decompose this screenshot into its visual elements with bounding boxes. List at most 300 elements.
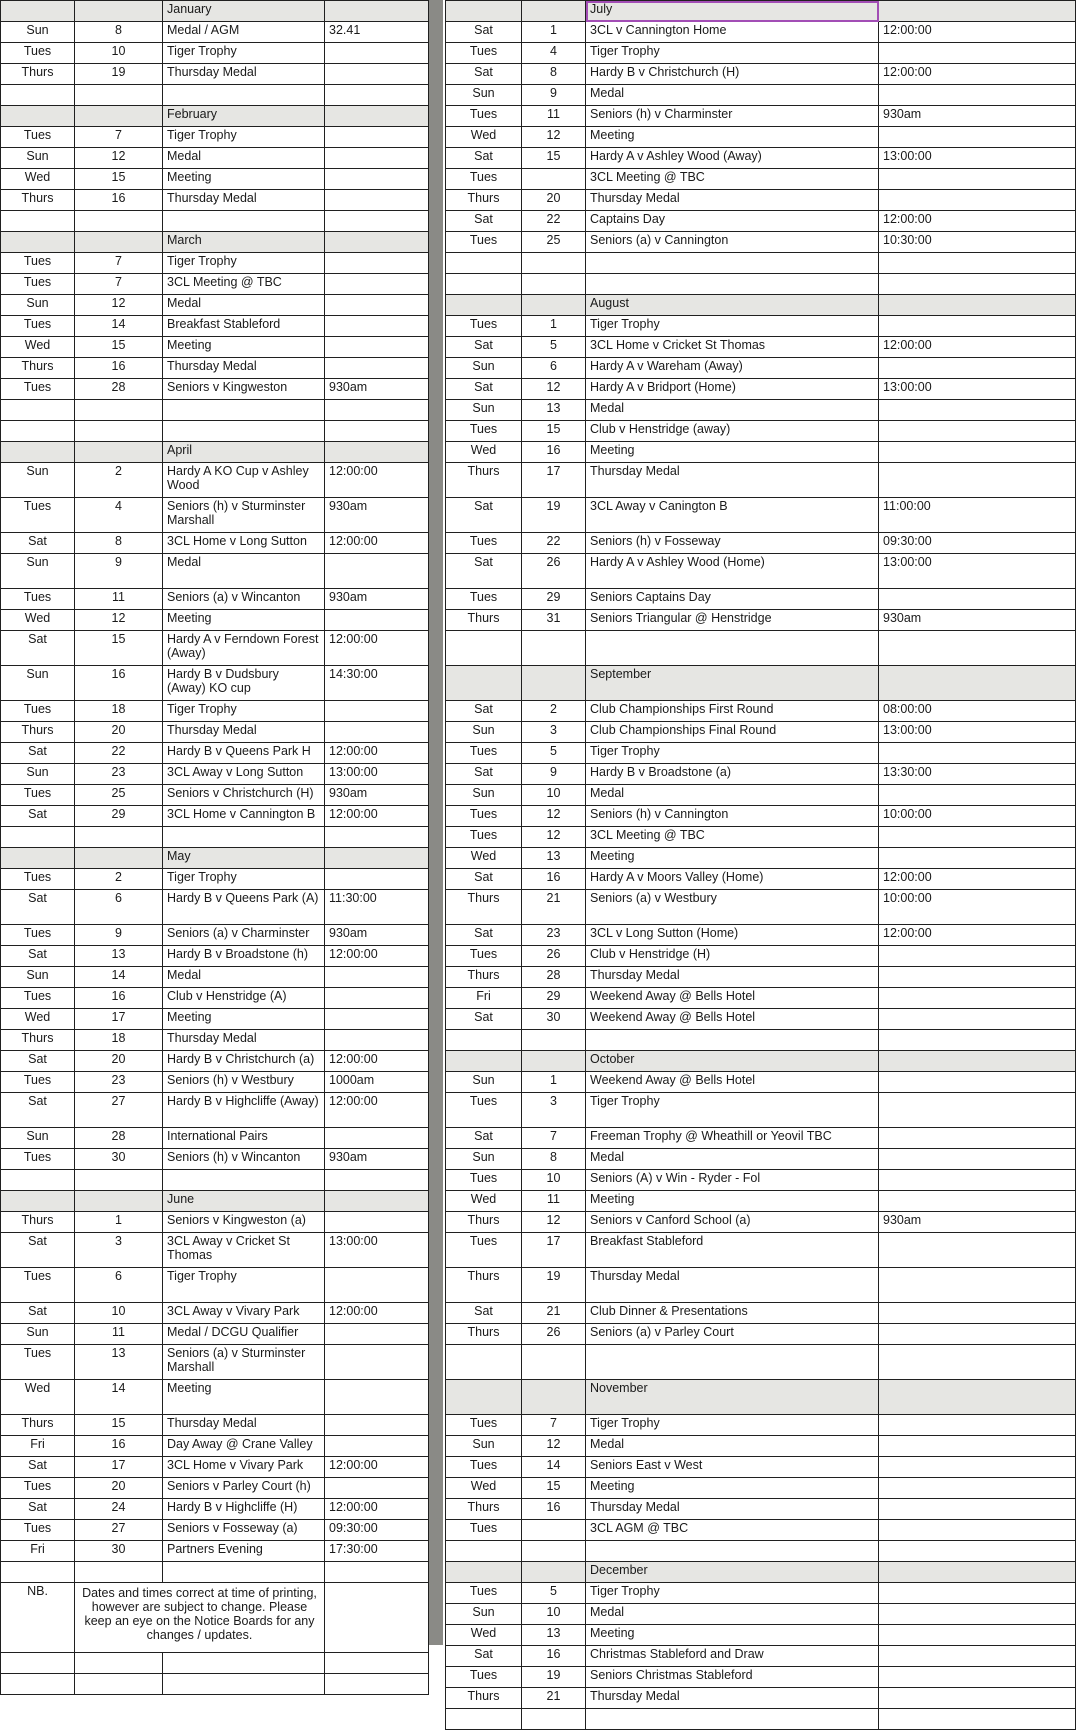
fixture-row — [1, 253, 429, 274]
fixture-time — [325, 295, 429, 316]
blank-cell — [1, 827, 75, 848]
fixture-day: Wed — [1, 610, 75, 631]
month-date-cell — [75, 442, 163, 463]
fixture-time: 930am — [325, 1149, 429, 1170]
fixture-date: 5 — [522, 1583, 586, 1604]
blank-row — [446, 1541, 1076, 1562]
fixture-time: 12:00:00 — [879, 211, 1076, 232]
fixture-time — [879, 848, 1076, 869]
blank-cell — [75, 400, 163, 421]
fixture-day: Wed — [1, 1380, 75, 1415]
blank-cell — [1, 211, 75, 232]
fixture-day: Tues — [446, 316, 522, 337]
fixture-date: 6 — [522, 358, 586, 379]
right-fixtures-body — [446, 1, 1076, 1730]
fixture-event: 3CL Meeting @ TBC — [586, 827, 879, 848]
fixture-row — [446, 1149, 1076, 1170]
fixture-event: Seniors (a) v Charminster — [163, 925, 325, 946]
fixture-row — [446, 148, 1076, 169]
fixture-date: 28 — [75, 379, 163, 400]
fixture-date: 12 — [522, 379, 586, 400]
fixture-event: Meeting — [163, 610, 325, 631]
fixture-event: Meeting — [586, 1478, 879, 1499]
fixture-row — [446, 1324, 1076, 1345]
fixture-event: Hardy A v Wareham (Away) — [586, 358, 879, 379]
fixture-row — [1, 869, 429, 890]
fixture-row — [446, 1303, 1076, 1324]
fixture-date: 5 — [522, 743, 586, 764]
blank-cell — [75, 1674, 163, 1695]
blank-row — [446, 1709, 1076, 1730]
fixture-row — [446, 1625, 1076, 1646]
fixture-row — [1, 190, 429, 211]
fixture-event: 3CL Home v Cricket St Thomas — [586, 337, 879, 358]
fixture-row — [1, 946, 429, 967]
fixture-date: 6 — [75, 1268, 163, 1303]
fixture-event: Thursday Medal — [586, 1688, 879, 1709]
month-header-row — [1, 1191, 429, 1212]
fixture-time: 12:00:00 — [879, 22, 1076, 43]
blank-cell — [522, 1541, 586, 1562]
month-day-cell — [446, 1562, 522, 1583]
fixture-event: Hardy B v Christchurch (H) — [586, 64, 879, 85]
fixture-date: 19 — [522, 498, 586, 533]
fixture-time: 930am — [325, 589, 429, 610]
fixture-time: 12:00:00 — [325, 1457, 429, 1478]
fixture-day: Sat — [1, 1457, 75, 1478]
fixture-event: Medal — [586, 1436, 879, 1457]
month-header-row — [446, 666, 1076, 701]
blank-cell — [75, 1170, 163, 1191]
fixture-row — [1, 1128, 429, 1149]
fixture-day: Tues — [446, 1667, 522, 1688]
fixture-event: Seniors Christmas Stableford — [586, 1667, 879, 1688]
fixture-time — [325, 190, 429, 211]
fixture-time — [879, 316, 1076, 337]
fixture-time — [325, 127, 429, 148]
fixture-day: Tues — [446, 169, 522, 190]
fixture-date: 29 — [75, 806, 163, 827]
blank-cell — [446, 274, 522, 295]
fixture-day: Sun — [1, 764, 75, 785]
blank-cell — [163, 1170, 325, 1191]
fixture-event: Partners Evening — [163, 1541, 325, 1562]
fixture-date: 8 — [75, 533, 163, 554]
fixture-day: Thurs — [1, 1030, 75, 1051]
fixture-time — [879, 169, 1076, 190]
fixture-date: 25 — [522, 232, 586, 253]
month-time-cell — [879, 666, 1076, 701]
month-header-row — [446, 1051, 1076, 1072]
fixture-date: 16 — [75, 1436, 163, 1457]
blank-row — [1, 827, 429, 848]
fixture-event: Medal — [163, 554, 325, 589]
fixture-row — [446, 400, 1076, 421]
month-time-cell — [325, 442, 429, 463]
left-fixtures-table — [0, 0, 429, 1695]
month-time-cell — [325, 1191, 429, 1212]
fixture-day: Tues — [446, 743, 522, 764]
blank-row — [1, 1170, 429, 1191]
fixture-day: Tues — [446, 106, 522, 127]
fixture-row — [1, 295, 429, 316]
fixture-event: 3CL v Long Sutton (Home) — [586, 925, 879, 946]
fixture-date: 7 — [75, 274, 163, 295]
blank-row — [446, 631, 1076, 666]
fixture-time: 09:30:00 — [879, 533, 1076, 554]
blank-row — [446, 253, 1076, 274]
fixture-date: 12 — [522, 806, 586, 827]
fixture-time — [879, 1170, 1076, 1191]
fixture-row — [446, 1583, 1076, 1604]
fixture-day: Tues — [446, 533, 522, 554]
fixture-date: 5 — [522, 337, 586, 358]
fixture-row — [1, 148, 429, 169]
fixture-date: 23 — [522, 925, 586, 946]
fixture-date: 12 — [75, 148, 163, 169]
fixture-day: Tues — [446, 1170, 522, 1191]
fixture-day: Sun — [1, 666, 75, 701]
fixture-event: Medal — [586, 1604, 879, 1625]
fixture-row — [446, 379, 1076, 400]
fixture-time: 10:30:00 — [879, 232, 1076, 253]
fixture-date: 21 — [522, 1303, 586, 1324]
fixture-time — [325, 148, 429, 169]
fixture-day: Tues — [1, 785, 75, 806]
fixture-date: 7 — [75, 253, 163, 274]
fixture-row — [446, 764, 1076, 785]
fixture-event: Hardy B v Highcliffe (Away) — [163, 1093, 325, 1128]
fixture-day: Tues — [446, 1583, 522, 1604]
fixture-time — [879, 358, 1076, 379]
fixture-time: 12:00:00 — [879, 869, 1076, 890]
fixture-event: Tiger Trophy — [586, 1093, 879, 1128]
month-header-row — [1, 106, 429, 127]
blank-row — [446, 274, 1076, 295]
fixture-time — [325, 1415, 429, 1436]
fixture-day: Tues — [1, 1149, 75, 1170]
blank-cell — [879, 253, 1076, 274]
fixture-time: 09:30:00 — [325, 1520, 429, 1541]
fixture-date: 11 — [522, 106, 586, 127]
fixture-event: Tiger Trophy — [163, 701, 325, 722]
blank-cell — [75, 1653, 163, 1674]
month-name: November — [586, 1380, 879, 1415]
fixture-date: 18 — [75, 701, 163, 722]
fixture-event: Seniors (h) v Charminster — [586, 106, 879, 127]
blank-cell — [75, 85, 163, 106]
blank-cell — [325, 1653, 429, 1674]
fixture-event: Medal / DCGU Qualifier — [163, 1324, 325, 1345]
fixture-date: 16 — [522, 869, 586, 890]
fixture-row — [1, 43, 429, 64]
fixture-time: 930am — [879, 1212, 1076, 1233]
fixture-row — [446, 1646, 1076, 1667]
month-name: June — [163, 1191, 325, 1212]
fixture-day: Sat — [446, 925, 522, 946]
fixture-event: Thursday Medal — [586, 190, 879, 211]
fixture-row — [446, 890, 1076, 925]
fixture-day: Wed — [1, 169, 75, 190]
month-time-cell — [325, 232, 429, 253]
fixture-date: 7 — [75, 127, 163, 148]
fixture-event: Meeting — [163, 337, 325, 358]
fixture-date: 22 — [522, 211, 586, 232]
fixture-event: Meeting — [586, 1625, 879, 1646]
fixture-date: 16 — [75, 190, 163, 211]
fixture-event: Seniors v Kingweston (a) — [163, 1212, 325, 1233]
fixture-event: Medal — [586, 400, 879, 421]
fixture-date: 11 — [75, 1324, 163, 1345]
fixture-time: 930am — [325, 925, 429, 946]
fixture-event: Medal — [163, 967, 325, 988]
fixture-event: Tiger Trophy — [163, 253, 325, 274]
fixture-time — [879, 85, 1076, 106]
blank-cell — [1, 1562, 75, 1583]
fixture-row — [446, 190, 1076, 211]
fixture-row — [1, 1268, 429, 1303]
fixture-date: 9 — [75, 554, 163, 589]
fixture-event: Thursday Medal — [586, 1268, 879, 1303]
blank-cell — [879, 1345, 1076, 1380]
fixture-time — [879, 1436, 1076, 1457]
fixture-row — [446, 722, 1076, 743]
fixture-event: 3CL Home v Long Sutton — [163, 533, 325, 554]
right-fixtures-table — [445, 0, 1076, 1730]
fixture-event: 3CL v Cannington Home — [586, 22, 879, 43]
blank-cell — [522, 274, 586, 295]
fixture-time: 930am — [325, 785, 429, 806]
fixture-day: Sat — [1, 743, 75, 764]
month-date-cell — [522, 666, 586, 701]
fixture-time: 930am — [325, 498, 429, 533]
blank-cell — [163, 85, 325, 106]
fixture-row — [446, 43, 1076, 64]
fixture-day: Sun — [446, 1436, 522, 1457]
fixture-date: 17 — [75, 1457, 163, 1478]
fixture-event: Seniors (h) v Cannington — [586, 806, 879, 827]
blank-row — [1, 211, 429, 232]
blank-cell — [1, 85, 75, 106]
fixture-date: 27 — [75, 1520, 163, 1541]
fixture-date: 25 — [75, 785, 163, 806]
fixture-day: Sat — [1, 1233, 75, 1268]
fixture-row — [446, 988, 1076, 1009]
fixture-time — [879, 1093, 1076, 1128]
fixture-time: 1000am — [325, 1072, 429, 1093]
blank-cell — [163, 211, 325, 232]
fixture-date: 31 — [522, 610, 586, 631]
fixture-row — [1, 316, 429, 337]
blank-cell — [325, 85, 429, 106]
fixture-day: Sat — [446, 869, 522, 890]
fixture-row — [446, 1604, 1076, 1625]
fixture-day: Sat — [446, 148, 522, 169]
notice-empty-cell — [325, 1583, 429, 1653]
fixture-row — [1, 379, 429, 400]
fixture-time — [325, 610, 429, 631]
fixture-day: Thurs — [446, 190, 522, 211]
fixture-day: Sun — [1, 148, 75, 169]
fixture-time — [879, 1324, 1076, 1345]
fixture-date: 28 — [522, 967, 586, 988]
fixture-time: 12:00:00 — [879, 925, 1076, 946]
fixture-time: 13:00:00 — [879, 722, 1076, 743]
fixture-date: 3 — [522, 722, 586, 743]
month-day-cell — [446, 1380, 522, 1415]
fixture-day: Tues — [1, 253, 75, 274]
fixture-date: 6 — [75, 890, 163, 925]
fixture-time — [879, 463, 1076, 498]
fixture-event: 3CL Away v Canington B — [586, 498, 879, 533]
fixture-event: Meeting — [163, 169, 325, 190]
month-day-cell — [446, 1, 522, 22]
fixture-time — [325, 1380, 429, 1415]
blank-cell — [879, 1030, 1076, 1051]
month-name: February — [163, 106, 325, 127]
fixture-day: Thurs — [446, 1268, 522, 1303]
fixture-day: Sat — [446, 337, 522, 358]
fixture-day: Sun — [446, 1072, 522, 1093]
fixture-time: 12:00:00 — [325, 806, 429, 827]
fixture-row — [1, 1051, 429, 1072]
fixture-day: Thurs — [446, 1499, 522, 1520]
fixture-time — [879, 1499, 1076, 1520]
fixture-time — [879, 946, 1076, 967]
fixture-day: Tues — [446, 1233, 522, 1268]
fixture-date: 3 — [522, 1093, 586, 1128]
fixture-time — [325, 274, 429, 295]
fixture-row — [1, 785, 429, 806]
fixture-row — [1, 967, 429, 988]
fixture-day: Tues — [446, 827, 522, 848]
blank-cell — [446, 1030, 522, 1051]
fixture-date: 20 — [75, 722, 163, 743]
fixture-day: Sun — [446, 1604, 522, 1625]
fixture-day: Sun — [446, 400, 522, 421]
fixture-time — [879, 589, 1076, 610]
fixture-event: Hardy B v Dudsbury (Away) KO cup — [163, 666, 325, 701]
fixture-row — [446, 421, 1076, 442]
fixture-date: 30 — [75, 1149, 163, 1170]
fixture-row — [446, 1478, 1076, 1499]
fixture-event: Seniors East v West — [586, 1457, 879, 1478]
fixture-date: 22 — [522, 533, 586, 554]
fixture-event: 3CL Meeting @ TBC — [586, 169, 879, 190]
month-time-cell — [325, 106, 429, 127]
fixture-date: 10 — [522, 1604, 586, 1625]
fixture-event: Seniors v Kingweston — [163, 379, 325, 400]
fixture-date: 19 — [75, 64, 163, 85]
blank-row — [1, 421, 429, 442]
fixture-event: Breakfast Stableford — [586, 1233, 879, 1268]
fixture-date: 30 — [522, 1009, 586, 1030]
fixture-row — [1, 1499, 429, 1520]
month-name: October — [586, 1051, 879, 1072]
blank-cell — [522, 1345, 586, 1380]
blank-cell — [325, 1170, 429, 1191]
fixture-date: 14 — [75, 1380, 163, 1415]
blank-cell — [163, 421, 325, 442]
fixture-row — [1, 1541, 429, 1562]
fixture-time — [325, 701, 429, 722]
fixture-event: Weekend Away @ Bells Hotel — [586, 1072, 879, 1093]
month-header-row — [446, 295, 1076, 316]
fixture-day: Tues — [446, 1520, 522, 1541]
fixture-time — [879, 827, 1076, 848]
fixture-time: 12:00:00 — [325, 1303, 429, 1324]
fixture-day: Tues — [446, 232, 522, 253]
fixture-date: 13 — [75, 946, 163, 967]
fixture-date: 26 — [522, 946, 586, 967]
blank-cell — [586, 631, 879, 666]
blank-cell — [163, 400, 325, 421]
fixture-event: Hardy A v Ashley Wood (Home) — [586, 554, 879, 589]
fixture-event: Seniors (A) v Win - Ryder - Fol — [586, 1170, 879, 1191]
fixture-event: Seniors v Parley Court (h) — [163, 1478, 325, 1499]
fixture-event: Medal / AGM — [163, 22, 325, 43]
fixture-row — [446, 127, 1076, 148]
fixture-time: 12:00:00 — [325, 463, 429, 498]
fixture-event: Tiger Trophy — [163, 127, 325, 148]
fixture-event: Seniors (a) v Parley Court — [586, 1324, 879, 1345]
fixture-event: Thursday Medal — [163, 64, 325, 85]
fixture-row — [446, 106, 1076, 127]
fixture-row — [1, 1303, 429, 1324]
fixture-date: 21 — [522, 1688, 586, 1709]
fixture-event: Seniors v Christchurch (H) — [163, 785, 325, 806]
blank-cell — [522, 631, 586, 666]
fixture-event: 3CL Meeting @ TBC — [163, 274, 325, 295]
fixture-day: Wed — [446, 1625, 522, 1646]
fixture-row — [446, 1457, 1076, 1478]
fixture-event: Hardy A KO Cup v Ashley Wood — [163, 463, 325, 498]
fixture-row — [446, 946, 1076, 967]
fixture-day: Sun — [1, 1324, 75, 1345]
fixture-time — [325, 1324, 429, 1345]
fixture-row — [1, 722, 429, 743]
fixture-day: Wed — [1, 1009, 75, 1030]
fixture-day: Thurs — [1, 64, 75, 85]
month-header-row — [446, 1380, 1076, 1415]
fixture-day: Tues — [1, 1072, 75, 1093]
fixture-row — [446, 1436, 1076, 1457]
fixture-time — [879, 1583, 1076, 1604]
fixture-day: Sun — [1, 1128, 75, 1149]
fixture-date: 8 — [522, 64, 586, 85]
fixture-row — [446, 701, 1076, 722]
fixture-event: Thursday Medal — [163, 358, 325, 379]
fixture-row — [1, 1324, 429, 1345]
fixture-time: 13:00:00 — [879, 554, 1076, 589]
month-name: September — [586, 666, 879, 701]
fixture-date: 16 — [522, 442, 586, 463]
fixture-row — [446, 743, 1076, 764]
fixture-event: Meeting — [163, 1380, 325, 1415]
fixture-event: 3CL AGM @ TBC — [586, 1520, 879, 1541]
fixture-row — [446, 1212, 1076, 1233]
month-name: May — [163, 848, 325, 869]
month-time-cell — [879, 1, 1076, 22]
fixture-day: Wed — [446, 1191, 522, 1212]
fixture-date: 19 — [522, 1667, 586, 1688]
fixture-date: 14 — [75, 316, 163, 337]
blank-cell — [75, 1562, 163, 1583]
left-fixtures-body — [1, 1, 429, 1695]
month-date-cell — [522, 1380, 586, 1415]
fixture-event: Meeting — [586, 1191, 879, 1212]
fixture-event: Medal — [163, 295, 325, 316]
